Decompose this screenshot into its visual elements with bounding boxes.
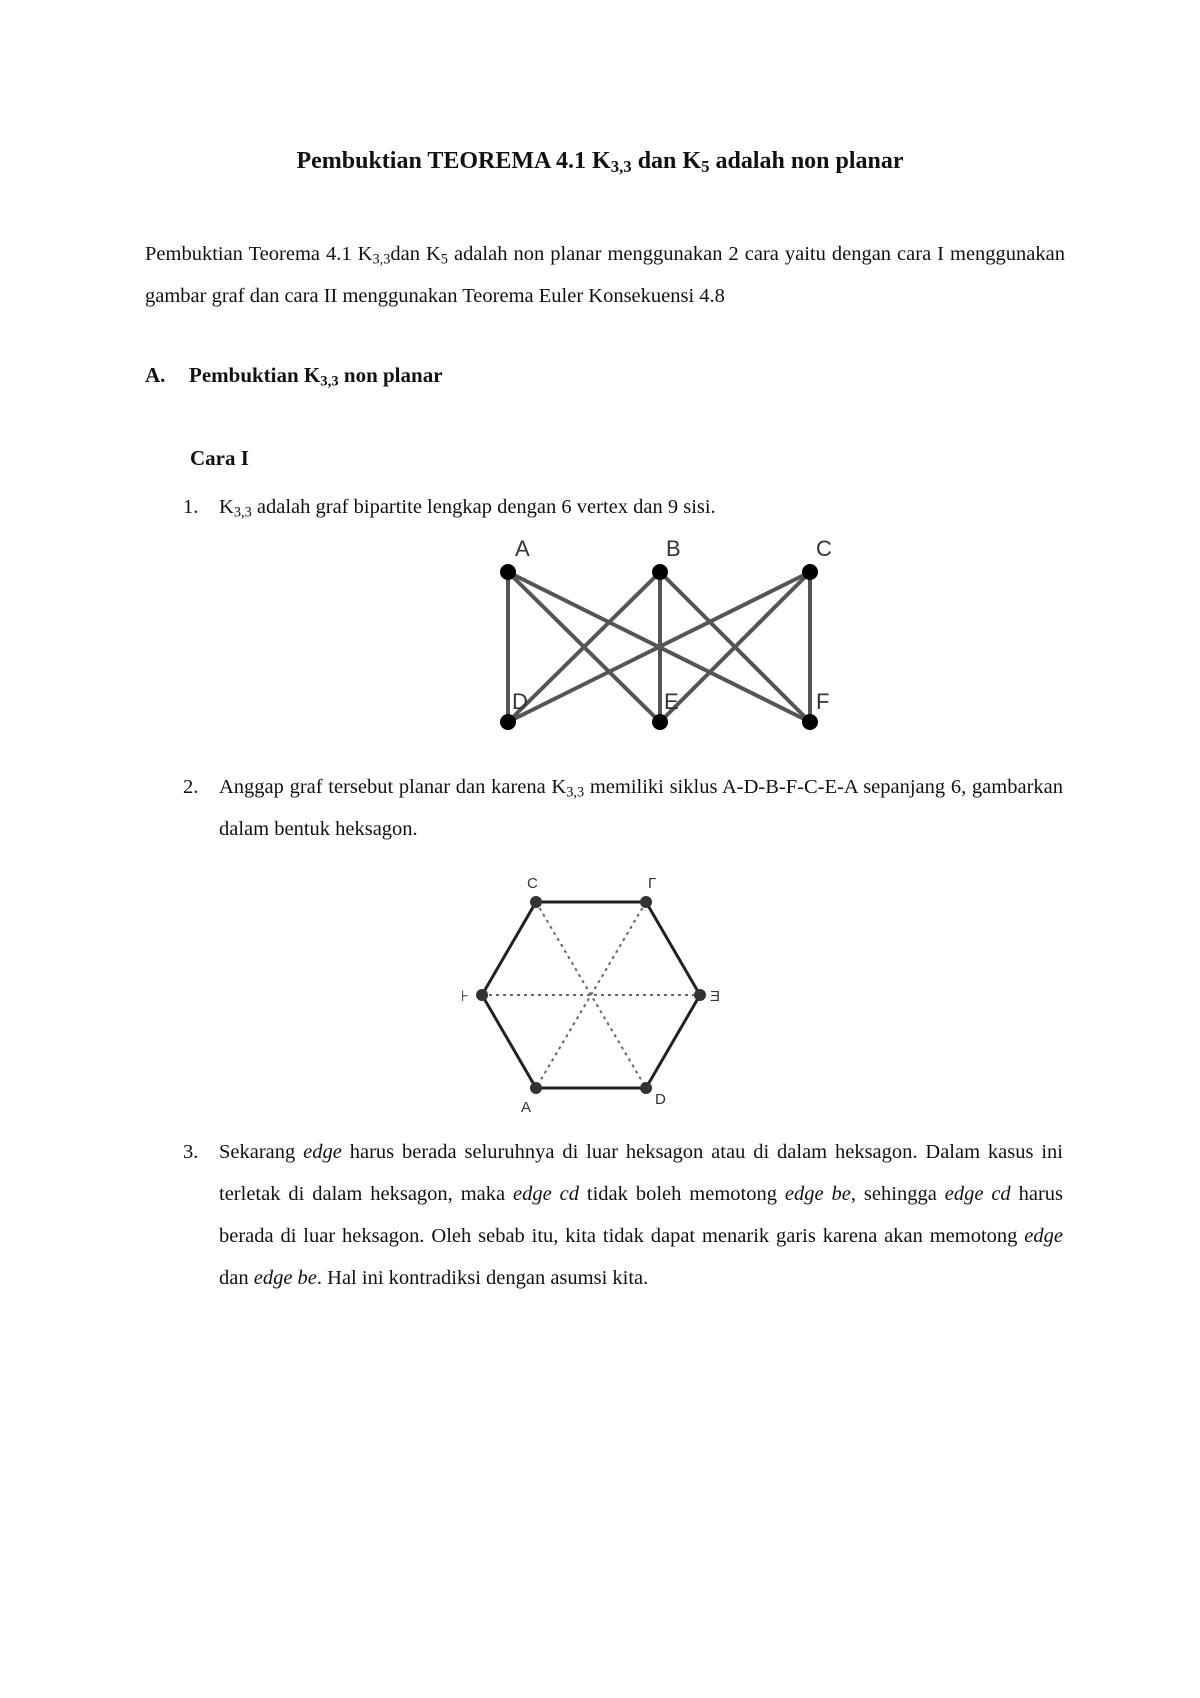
vertex-f — [802, 714, 818, 730]
vertex-d — [500, 714, 516, 730]
label-c: C — [816, 536, 832, 561]
label-b: B — [666, 536, 681, 561]
hex-label-top-right: Γ — [648, 875, 657, 892]
vertex-top-left — [530, 896, 542, 908]
cara-label: Cara I — [190, 446, 249, 470]
bipartite-graph-k33 — [460, 530, 840, 740]
vertex-b — [652, 564, 668, 580]
label-a: A — [515, 536, 530, 561]
list-item: 1. $K_{3,3}$ adalah graf bipartite lengkap dengan 6 vertex dan 9 sisi. — [183, 496, 716, 521]
hexagon-graph — [455, 870, 735, 1115]
vertex-e — [652, 714, 668, 730]
vertex-c — [802, 564, 818, 580]
list-item: 3. Sekarang edge harus berada seluruhnya di luar heksagon atau di dalam heksagon. Dalam kasus ini terletak di dalam heksagon, maka edge cd tidak boleh memotong edge be, sehingga edge cd harus berada di luar heksagon. Oleh sebab itu, kita tidak dapat menarik garis karena akan memotong edge dan edge be. Hal ini kontradiksi dengan asumsi kita. — [183, 1141, 1064, 1289]
vertex-top-right — [640, 896, 652, 908]
page-title: Pembuktian TEOREMA 4.1 $K_{3,3}$ dan $K_5$ adalah non planar — [296, 148, 904, 177]
vertex-a — [500, 564, 516, 580]
vertex-left — [476, 989, 488, 1001]
label-d: D — [512, 689, 528, 714]
hex-label-top-left: C — [527, 875, 538, 892]
vertex-right — [694, 989, 706, 1001]
hex-label-bottom-left: A — [521, 1099, 532, 1115]
section-a-heading: A. Pembuktian $K_{3,3}$ non planar — [145, 363, 443, 390]
intro-paragraph: Pembuktian Teorema 4.1 $K_{3,3}dan$ $K_5$ adalah non planar menggunakan 2 cara yaitu dengan cara I menggunakan gambar graf dan cara II menggunakan Teorema Euler Konsekuensi 4.8 — [145, 243, 1066, 307]
hex-label-right: Ǝ — [710, 988, 721, 1005]
hex-label-left: ⊦ — [461, 988, 469, 1005]
vertex-bottom-left — [530, 1082, 542, 1094]
label-e: E — [664, 689, 679, 714]
label-f: F — [816, 689, 830, 714]
hex-label-bottom-right: D — [655, 1091, 666, 1108]
vertex-bottom-right — [640, 1082, 652, 1094]
list-item: 2. Anggap graf tersebut planar dan karena $K_{3,3}$ memiliki siklus A-D-B-F-C-E-A sepanjang 6, gambarkan dalam bentuk heksagon. — [183, 776, 1063, 840]
